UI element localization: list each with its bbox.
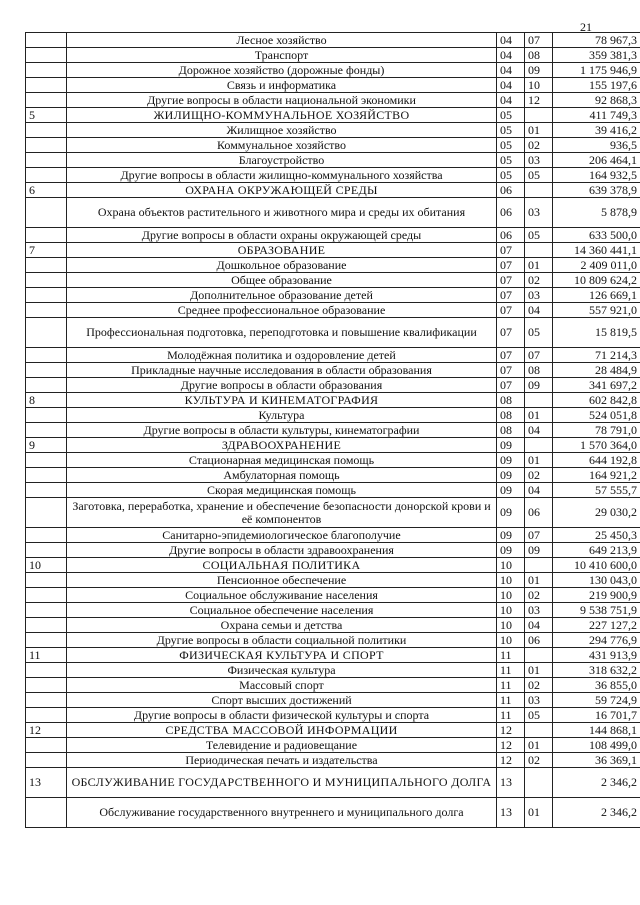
amount-cell: 2 346,2 — [553, 798, 640, 828]
section-row — [26, 723, 640, 738]
row-number-cell — [26, 363, 67, 378]
subsection-code-cell: 02 — [525, 138, 553, 153]
section-code-cell: 12 — [497, 738, 525, 753]
subsection-code-cell: 08 — [525, 48, 553, 63]
section-row — [26, 183, 640, 198]
section-code-cell: 04 — [497, 48, 525, 63]
row-number-cell: 7 — [26, 243, 67, 258]
subsection-code-cell: 04 — [525, 483, 553, 498]
table-row — [26, 603, 640, 618]
amount-cell: 15 819,5 — [553, 318, 640, 348]
section-code-cell: 10 — [497, 573, 525, 588]
expenditure-name-cell: Стационарная медицинская помощь — [67, 453, 497, 468]
expenditure-name-cell: Спорт высших достижений — [67, 693, 497, 708]
amount-cell: 29 030,2 — [553, 498, 640, 528]
row-number-cell — [26, 33, 67, 48]
section-code-cell: 12 — [497, 723, 525, 738]
expenditure-name-cell: Скорая медицинская помощь — [67, 483, 497, 498]
expenditure-name-cell: СОЦИАЛЬНАЯ ПОЛИТИКА — [67, 558, 497, 573]
table-row — [26, 453, 640, 468]
table-row — [26, 168, 640, 183]
table-row — [26, 63, 640, 78]
row-number-cell: 5 — [26, 108, 67, 123]
subsection-code-cell: 01 — [525, 453, 553, 468]
row-number-cell — [26, 498, 67, 528]
section-row — [26, 558, 640, 573]
expenditure-name-cell: Обслуживание государственного внутреннего и муниципального долга — [67, 798, 497, 828]
expenditure-name-cell: Массовый спорт — [67, 678, 497, 693]
section-code-cell: 08 — [497, 408, 525, 423]
expenditure-name-cell: Заготовка, переработка, хранение и обеспечение безопасности донорской крови и её компонентов — [67, 498, 497, 528]
subsection-code-cell: 09 — [525, 543, 553, 558]
expenditure-name-cell: ФИЗИЧЕСКАЯ КУЛЬТУРА И СПОРТ — [67, 648, 497, 663]
table-row — [26, 573, 640, 588]
expenditure-name-cell: Пенсионное обеспечение — [67, 573, 497, 588]
section-code-cell: 09 — [497, 543, 525, 558]
subsection-code-cell: 07 — [525, 348, 553, 363]
amount-cell: 57 555,7 — [553, 483, 640, 498]
row-number-cell — [26, 228, 67, 243]
table-row — [26, 408, 640, 423]
row-number-cell — [26, 423, 67, 438]
subsection-code-cell — [525, 183, 553, 198]
section-code-cell: 06 — [497, 183, 525, 198]
subsection-code-cell: 01 — [525, 738, 553, 753]
table-row — [26, 348, 640, 363]
expenditure-name-cell: Другие вопросы в области социальной политики — [67, 633, 497, 648]
table-row — [26, 528, 640, 543]
amount-cell: 2 409 011,0 — [553, 258, 640, 273]
expenditure-name-cell: Охрана объектов растительного и животного мира и среды их обитания — [67, 198, 497, 228]
table-row — [26, 273, 640, 288]
table-row — [26, 798, 640, 828]
amount-cell: 206 464,1 — [553, 153, 640, 168]
row-number-cell — [26, 573, 67, 588]
row-number-cell: 8 — [26, 393, 67, 408]
expenditure-name-cell: Периодическая печать и издательства — [67, 753, 497, 768]
amount-cell: 2 346,2 — [553, 768, 640, 798]
subsection-code-cell: 08 — [525, 363, 553, 378]
row-number-cell — [26, 153, 67, 168]
section-code-cell: 04 — [497, 78, 525, 93]
table-row — [26, 228, 640, 243]
section-code-cell: 11 — [497, 693, 525, 708]
amount-cell: 126 669,1 — [553, 288, 640, 303]
section-code-cell: 10 — [497, 558, 525, 573]
section-code-cell: 11 — [497, 648, 525, 663]
amount-cell: 92 868,3 — [553, 93, 640, 108]
row-number-cell — [26, 453, 67, 468]
row-number-cell — [26, 273, 67, 288]
row-number-cell — [26, 303, 67, 318]
row-number-cell — [26, 753, 67, 768]
section-code-cell: 04 — [497, 33, 525, 48]
section-code-cell: 07 — [497, 378, 525, 393]
amount-cell: 5 878,9 — [553, 198, 640, 228]
subsection-code-cell — [525, 438, 553, 453]
row-number-cell — [26, 318, 67, 348]
expenditure-name-cell: Телевидение и радиовещание — [67, 738, 497, 753]
row-number-cell — [26, 138, 67, 153]
row-number-cell — [26, 198, 67, 228]
section-code-cell: 13 — [497, 768, 525, 798]
section-code-cell: 10 — [497, 588, 525, 603]
table-row — [26, 363, 640, 378]
table-row — [26, 93, 640, 108]
expenditure-name-cell: ОБСЛУЖИВАНИЕ ГОСУДАРСТВЕННОГО И МУНИЦИПАЛЬНОГО ДОЛГА — [67, 768, 497, 798]
expenditure-name-cell: Другие вопросы в области жилищно-коммунального хозяйства — [67, 168, 497, 183]
section-code-cell: 11 — [497, 663, 525, 678]
row-number-cell — [26, 543, 67, 558]
expenditure-name-cell: Транспорт — [67, 48, 497, 63]
subsection-code-cell — [525, 558, 553, 573]
amount-cell: 25 450,3 — [553, 528, 640, 543]
expenditure-name-cell: Дополнительное образование детей — [67, 288, 497, 303]
section-code-cell: 10 — [497, 603, 525, 618]
subsection-code-cell: 01 — [525, 123, 553, 138]
table-row — [26, 588, 640, 603]
table-row — [26, 483, 640, 498]
subsection-code-cell: 04 — [525, 423, 553, 438]
row-number-cell — [26, 378, 67, 393]
expenditure-name-cell: ОБРАЗОВАНИЕ — [67, 243, 497, 258]
amount-cell: 144 868,1 — [553, 723, 640, 738]
subsection-code-cell: 09 — [525, 63, 553, 78]
section-code-cell: 08 — [497, 393, 525, 408]
expenditure-name-cell: Жилищное хозяйство — [67, 123, 497, 138]
section-row — [26, 108, 640, 123]
amount-cell: 9 538 751,9 — [553, 603, 640, 618]
row-number-cell — [26, 288, 67, 303]
expenditure-name-cell: Связь и информатика — [67, 78, 497, 93]
section-code-cell: 10 — [497, 633, 525, 648]
expenditure-name-cell: Дошкольное образование — [67, 258, 497, 273]
subsection-code-cell: 04 — [525, 303, 553, 318]
expenditure-name-cell: Охрана семьи и детства — [67, 618, 497, 633]
table-row — [26, 258, 640, 273]
row-number-cell: 10 — [26, 558, 67, 573]
amount-cell: 164 921,2 — [553, 468, 640, 483]
section-code-cell: 09 — [497, 528, 525, 543]
amount-cell: 10 809 624,2 — [553, 273, 640, 288]
amount-cell: 39 416,2 — [553, 123, 640, 138]
subsection-code-cell: 01 — [525, 258, 553, 273]
table-row — [26, 618, 640, 633]
amount-cell: 1 175 946,9 — [553, 63, 640, 78]
subsection-code-cell — [525, 768, 553, 798]
subsection-code-cell: 12 — [525, 93, 553, 108]
expenditure-name-cell: Среднее профессиональное образование — [67, 303, 497, 318]
subsection-code-cell: 01 — [525, 573, 553, 588]
row-number-cell — [26, 78, 67, 93]
row-number-cell — [26, 408, 67, 423]
expenditure-name-cell: Физическая культура — [67, 663, 497, 678]
amount-cell: 294 776,9 — [553, 633, 640, 648]
table-row — [26, 708, 640, 723]
section-code-cell: 07 — [497, 318, 525, 348]
amount-cell: 431 913,9 — [553, 648, 640, 663]
subsection-code-cell: 02 — [525, 468, 553, 483]
table-row — [26, 198, 640, 228]
expenditure-name-cell: КУЛЬТУРА И КИНЕМАТОГРАФИЯ — [67, 393, 497, 408]
section-code-cell: 05 — [497, 108, 525, 123]
row-number-cell — [26, 663, 67, 678]
expenditure-name-cell: Другие вопросы в области охраны окружающей среды — [67, 228, 497, 243]
table-row — [26, 543, 640, 558]
table-row — [26, 138, 640, 153]
row-number-cell — [26, 468, 67, 483]
amount-cell: 318 632,2 — [553, 663, 640, 678]
table-row — [26, 663, 640, 678]
section-code-cell: 05 — [497, 168, 525, 183]
amount-cell: 341 697,2 — [553, 378, 640, 393]
subsection-code-cell — [525, 243, 553, 258]
amount-cell: 227 127,2 — [553, 618, 640, 633]
section-row — [26, 648, 640, 663]
table-row — [26, 153, 640, 168]
budget-expenditure-table — [25, 32, 640, 828]
row-number-cell — [26, 678, 67, 693]
expenditure-name-cell: Культура — [67, 408, 497, 423]
row-number-cell — [26, 93, 67, 108]
subsection-code-cell: 01 — [525, 798, 553, 828]
section-code-cell: 06 — [497, 198, 525, 228]
section-row — [26, 243, 640, 258]
amount-cell: 78 967,3 — [553, 33, 640, 48]
expenditure-name-cell: Коммунальное хозяйство — [67, 138, 497, 153]
amount-cell: 359 381,3 — [553, 48, 640, 63]
amount-cell: 59 724,9 — [553, 693, 640, 708]
table-row — [26, 48, 640, 63]
amount-cell: 649 213,9 — [553, 543, 640, 558]
amount-cell: 36 369,1 — [553, 753, 640, 768]
subsection-code-cell — [525, 648, 553, 663]
row-number-cell — [26, 603, 67, 618]
subsection-code-cell: 05 — [525, 318, 553, 348]
table-row — [26, 123, 640, 138]
section-code-cell: 07 — [497, 348, 525, 363]
row-number-cell — [26, 483, 67, 498]
expenditure-name-cell: Другие вопросы в области национальной экономики — [67, 93, 497, 108]
table-row — [26, 498, 640, 528]
section-code-cell: 09 — [497, 498, 525, 528]
amount-cell: 108 499,0 — [553, 738, 640, 753]
amount-cell: 1 570 364,0 — [553, 438, 640, 453]
subsection-code-cell: 06 — [525, 498, 553, 528]
section-code-cell: 09 — [497, 468, 525, 483]
row-number-cell — [26, 588, 67, 603]
section-code-cell: 07 — [497, 243, 525, 258]
subsection-code-cell — [525, 393, 553, 408]
row-number-cell — [26, 348, 67, 363]
expenditure-name-cell: Другие вопросы в области физической культуры и спорта — [67, 708, 497, 723]
subsection-code-cell — [525, 723, 553, 738]
subsection-code-cell: 06 — [525, 633, 553, 648]
expenditure-name-cell: СРЕДСТВА МАССОВОЙ ИНФОРМАЦИИ — [67, 723, 497, 738]
section-code-cell: 07 — [497, 273, 525, 288]
table-row — [26, 633, 640, 648]
row-number-cell — [26, 708, 67, 723]
table-row — [26, 468, 640, 483]
amount-cell: 639 378,9 — [553, 183, 640, 198]
subsection-code-cell: 05 — [525, 168, 553, 183]
row-number-cell — [26, 633, 67, 648]
subsection-code-cell: 05 — [525, 228, 553, 243]
subsection-code-cell: 04 — [525, 618, 553, 633]
subsection-code-cell: 02 — [525, 588, 553, 603]
row-number-cell — [26, 528, 67, 543]
expenditure-name-cell: ЖИЛИЩНО-КОММУНАЛЬНОЕ ХОЗЯЙСТВО — [67, 108, 497, 123]
amount-cell: 411 749,3 — [553, 108, 640, 123]
amount-cell: 644 192,8 — [553, 453, 640, 468]
subsection-code-cell: 03 — [525, 153, 553, 168]
row-number-cell: 6 — [26, 183, 67, 198]
row-number-cell — [26, 63, 67, 78]
amount-cell: 164 932,5 — [553, 168, 640, 183]
amount-cell: 936,5 — [553, 138, 640, 153]
table-row — [26, 318, 640, 348]
table-row — [26, 288, 640, 303]
section-code-cell: 09 — [497, 453, 525, 468]
table-row — [26, 678, 640, 693]
subsection-code-cell: 02 — [525, 753, 553, 768]
section-code-cell: 12 — [497, 753, 525, 768]
expenditure-name-cell: Социальное обеспечение населения — [67, 603, 497, 618]
subsection-code-cell: 01 — [525, 408, 553, 423]
amount-cell: 524 051,8 — [553, 408, 640, 423]
section-code-cell: 09 — [497, 438, 525, 453]
subsection-code-cell: 03 — [525, 288, 553, 303]
section-row — [26, 393, 640, 408]
row-number-cell: 12 — [26, 723, 67, 738]
expenditure-name-cell: Дорожное хозяйство (дорожные фонды) — [67, 63, 497, 78]
amount-cell: 78 791,0 — [553, 423, 640, 438]
table-row — [26, 78, 640, 93]
section-code-cell: 04 — [497, 93, 525, 108]
row-number-cell — [26, 258, 67, 273]
amount-cell: 557 921,0 — [553, 303, 640, 318]
expenditure-name-cell: Прикладные научные исследования в области образования — [67, 363, 497, 378]
section-code-cell: 05 — [497, 123, 525, 138]
table-row — [26, 303, 640, 318]
amount-cell: 36 855,0 — [553, 678, 640, 693]
section-code-cell: 07 — [497, 363, 525, 378]
expenditure-name-cell: Профессиональная подготовка, переподготовка и повышение квалификации — [67, 318, 497, 348]
expenditure-name-cell: Санитарно-эпидемиологическое благополучие — [67, 528, 497, 543]
section-code-cell: 04 — [497, 63, 525, 78]
amount-cell: 16 701,7 — [553, 708, 640, 723]
subsection-code-cell: 07 — [525, 33, 553, 48]
expenditure-name-cell: Другие вопросы в области культуры, кинематографии — [67, 423, 497, 438]
expenditure-name-cell: ОХРАНА ОКРУЖАЮЩЕЙ СРЕДЫ — [67, 183, 497, 198]
page-number: 21 — [580, 20, 592, 34]
row-number-cell — [26, 168, 67, 183]
expenditure-name-cell: Общее образование — [67, 273, 497, 288]
amount-cell: 155 197,6 — [553, 78, 640, 93]
section-row — [26, 438, 640, 453]
subsection-code-cell: 02 — [525, 273, 553, 288]
table-row — [26, 693, 640, 708]
subsection-code-cell: 01 — [525, 663, 553, 678]
expenditure-name-cell: Молодёжная политика и оздоровление детей — [67, 348, 497, 363]
table-row — [26, 738, 640, 753]
row-number-cell: 13 — [26, 768, 67, 798]
section-code-cell: 09 — [497, 483, 525, 498]
table-row — [26, 378, 640, 393]
table-row — [26, 33, 640, 48]
expenditure-name-cell: Другие вопросы в области образования — [67, 378, 497, 393]
expenditure-name-cell: Другие вопросы в области здравоохранения — [67, 543, 497, 558]
section-code-cell: 08 — [497, 423, 525, 438]
table-row — [26, 753, 640, 768]
expenditure-name-cell: Социальное обслуживание населения — [67, 588, 497, 603]
expenditure-name-cell: Благоустройство — [67, 153, 497, 168]
amount-cell: 219 900,9 — [553, 588, 640, 603]
subsection-code-cell: 05 — [525, 708, 553, 723]
section-code-cell: 05 — [497, 153, 525, 168]
row-number-cell: 11 — [26, 648, 67, 663]
amount-cell: 130 043,0 — [553, 573, 640, 588]
section-code-cell: 13 — [497, 798, 525, 828]
expenditure-name-cell: Лесное хозяйство — [67, 33, 497, 48]
table-body — [26, 33, 640, 828]
row-number-cell — [26, 123, 67, 138]
subsection-code-cell — [525, 108, 553, 123]
row-number-cell — [26, 738, 67, 753]
amount-cell: 14 360 441,1 — [553, 243, 640, 258]
section-code-cell: 05 — [497, 138, 525, 153]
table-row — [26, 423, 640, 438]
amount-cell: 602 842,8 — [553, 393, 640, 408]
subsection-code-cell: 03 — [525, 603, 553, 618]
section-code-cell: 11 — [497, 708, 525, 723]
expenditure-name-cell: ЗДРАВООХРАНЕНИЕ — [67, 438, 497, 453]
section-row — [26, 768, 640, 798]
section-code-cell: 07 — [497, 258, 525, 273]
amount-cell: 633 500,0 — [553, 228, 640, 243]
row-number-cell — [26, 693, 67, 708]
section-code-cell: 10 — [497, 618, 525, 633]
section-code-cell: 07 — [497, 303, 525, 318]
amount-cell: 10 410 600,0 — [553, 558, 640, 573]
subsection-code-cell: 09 — [525, 378, 553, 393]
section-code-cell: 07 — [497, 288, 525, 303]
row-number-cell — [26, 618, 67, 633]
subsection-code-cell: 03 — [525, 693, 553, 708]
row-number-cell — [26, 48, 67, 63]
subsection-code-cell: 02 — [525, 678, 553, 693]
subsection-code-cell: 07 — [525, 528, 553, 543]
subsection-code-cell: 03 — [525, 198, 553, 228]
row-number-cell — [26, 798, 67, 828]
expenditure-name-cell: Амбулаторная помощь — [67, 468, 497, 483]
subsection-code-cell: 10 — [525, 78, 553, 93]
row-number-cell: 9 — [26, 438, 67, 453]
section-code-cell: 06 — [497, 228, 525, 243]
section-code-cell: 11 — [497, 678, 525, 693]
amount-cell: 28 484,9 — [553, 363, 640, 378]
amount-cell: 71 214,3 — [553, 348, 640, 363]
